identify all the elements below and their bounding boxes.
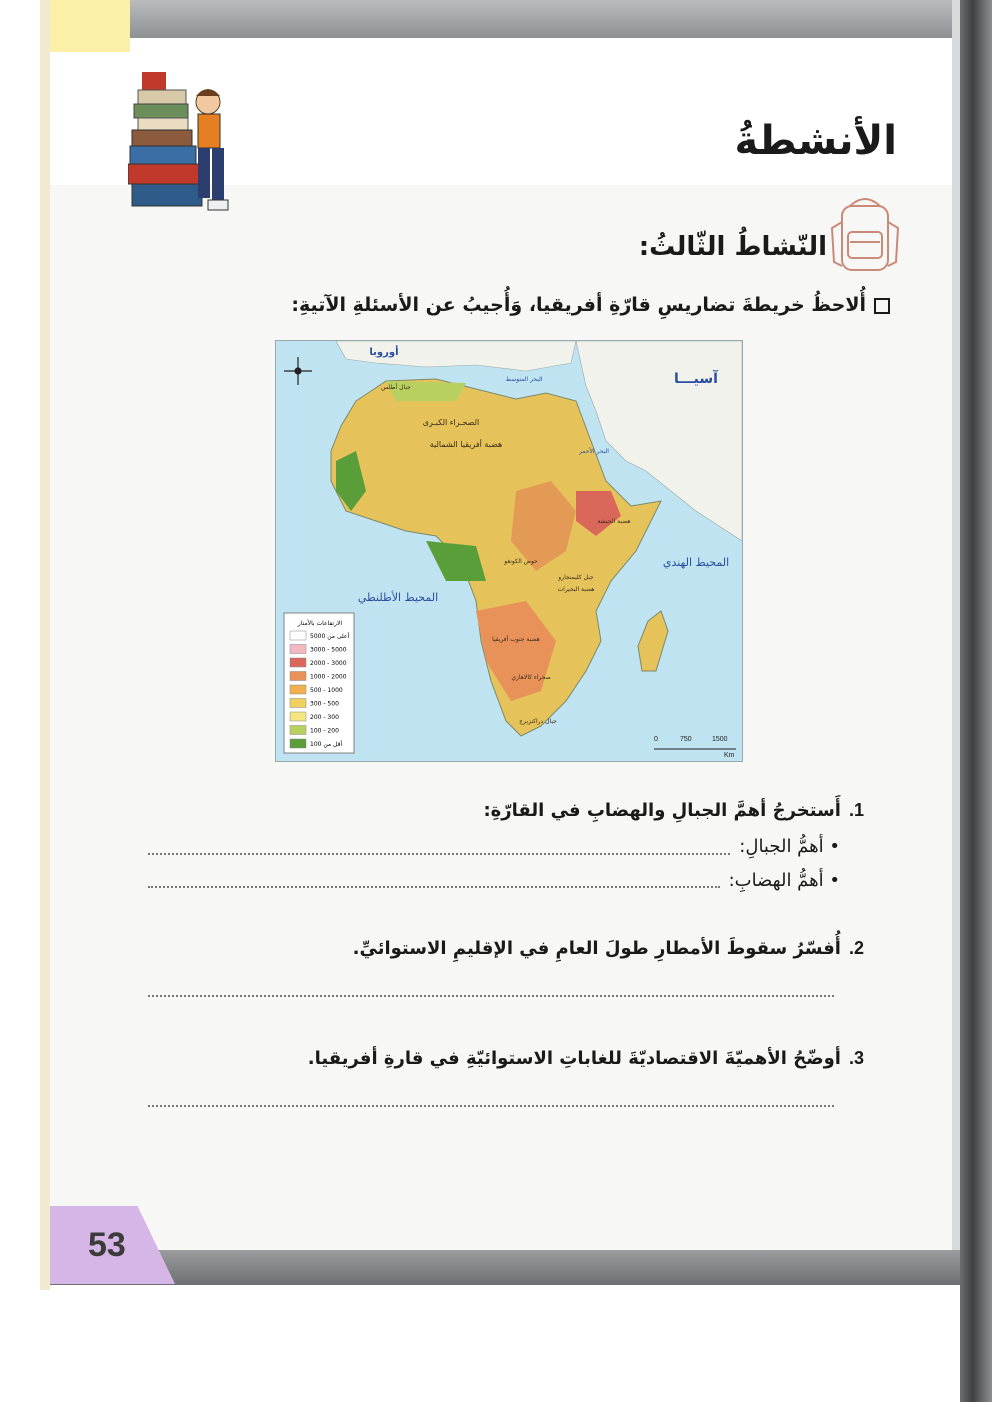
activity-title: النّشاطُ الثّالثُ: (638, 232, 827, 262)
backpack-icon (828, 192, 902, 284)
label-atlantic: المحيط الأطلنطي (357, 591, 439, 604)
lower-margin (50, 1285, 960, 1402)
book-binding-edge (960, 0, 992, 1402)
instruction (291, 294, 890, 316)
top-band (40, 0, 960, 38)
legend-swatch (290, 645, 306, 654)
yellow-corner-tab (50, 0, 130, 52)
question-3-text: أوضّحُ الأهميّةَ الاقتصاديّةَ للغاباتِ الاستوائيّةِ في قارةِ أفريقيا. (307, 1048, 841, 1069)
page-title: الأنشطةُ (734, 118, 897, 164)
plateaus-answer-line[interactable] (148, 886, 720, 888)
label-lakes-plateau: هضبة البحيرات (557, 586, 595, 593)
legend-swatch (290, 631, 306, 640)
label-drakensberg: جبال دراكنزبرج (519, 718, 557, 725)
legend-label: 200 - 300 (310, 714, 339, 721)
question-2-text: أُفسّرُ سقوطَ الأمطارِ طولَ العامِ في الإقليمِ الاستوائيِّ. (352, 938, 841, 959)
legend-swatch (290, 672, 306, 681)
legend-label: أعلى من 5000 (310, 633, 350, 640)
label-south-plateau: هضبة جنوب أفريقيا (492, 636, 540, 643)
legend-swatch (290, 712, 306, 721)
books-illustration-icon (128, 62, 248, 217)
legend-label: 2000 - 3000 (310, 660, 347, 667)
legend-title: الارتفاعات بالأمتار (297, 620, 343, 627)
legend-label: أقل من 100 (310, 741, 343, 748)
label-sahara: الصحـراء الكبـرى (422, 418, 480, 427)
legend-label: 100 - 200 (310, 727, 339, 735)
question-1 (483, 800, 864, 821)
label-europe: أوروبا (369, 347, 399, 358)
instruction-text: أُلاحظُ خريطةَ تضاريسِ قارّةِ أفريقيا، وَأُجيبُ عن الأسئلةِ الآتيةِ: (291, 294, 866, 316)
legend-swatch (290, 658, 306, 667)
scale-tick-1: 750 (680, 736, 692, 743)
question-3-number: 3. (848, 1048, 864, 1068)
label-red-sea: البحر الأحمر (579, 448, 609, 455)
question-3-answer-line[interactable] (148, 1105, 834, 1107)
question-1-item-plateaus: • أهمُّ الهضابِ: (728, 870, 840, 891)
question-1-number: 1. (848, 800, 864, 820)
page-number: 53 (88, 1226, 126, 1264)
bottom-band (50, 1250, 960, 1285)
legend-swatch (290, 685, 306, 694)
legend-label: 300 - 500 (310, 700, 339, 708)
legend-swatch (290, 699, 306, 708)
plateaus-label: أهمُّ الهضابِ: (728, 870, 824, 891)
label-congo: حوض الكونغو (504, 558, 538, 565)
map-legend (284, 613, 354, 753)
legend-label: 500 - 1000 (310, 687, 343, 694)
label-kilimanjaro: جبل كليمنجارو (558, 574, 594, 581)
left-strip (40, 0, 50, 1290)
label-atlas: جبال أطلس (381, 384, 411, 391)
label-mediterranean: البحر المتوسط (505, 376, 543, 383)
label-kalahari: صحراء كالاهاري (511, 674, 551, 681)
question-2-answer-line[interactable] (148, 995, 834, 997)
label-asia: آسيـــا (674, 371, 718, 387)
scale-tick-2: 1500 (712, 736, 728, 743)
scale-unit: Km (724, 752, 735, 759)
mountains-answer-line[interactable] (148, 853, 730, 855)
legend-swatch (290, 726, 306, 735)
label-north-plateau: هضبة أفريقيا الشمالية (429, 440, 503, 449)
legend-label: 3000 - 5000 (310, 646, 347, 654)
question-2 (353, 938, 864, 959)
question-1-text: أَستخرجُ أهمَّ الجبالِ والهضابِ في القارّةِ: (483, 800, 841, 821)
label-indian: المحيط الهندي (662, 556, 730, 569)
scale-tick-0: 0 (654, 736, 658, 743)
legend-swatch (290, 739, 306, 748)
mountains-label: أهمُّ الجبالِ: (739, 836, 824, 857)
question-1-item-mountains: • أهمُّ الجبالِ: (739, 836, 840, 857)
checkbox-icon (874, 298, 890, 314)
label-ethiopia: هضبة الحبشة (597, 518, 631, 525)
question-3 (308, 1048, 864, 1069)
legend-label: 1000 - 2000 (310, 673, 347, 681)
question-2-number: 2. (848, 938, 864, 958)
africa-relief-map (275, 340, 743, 762)
